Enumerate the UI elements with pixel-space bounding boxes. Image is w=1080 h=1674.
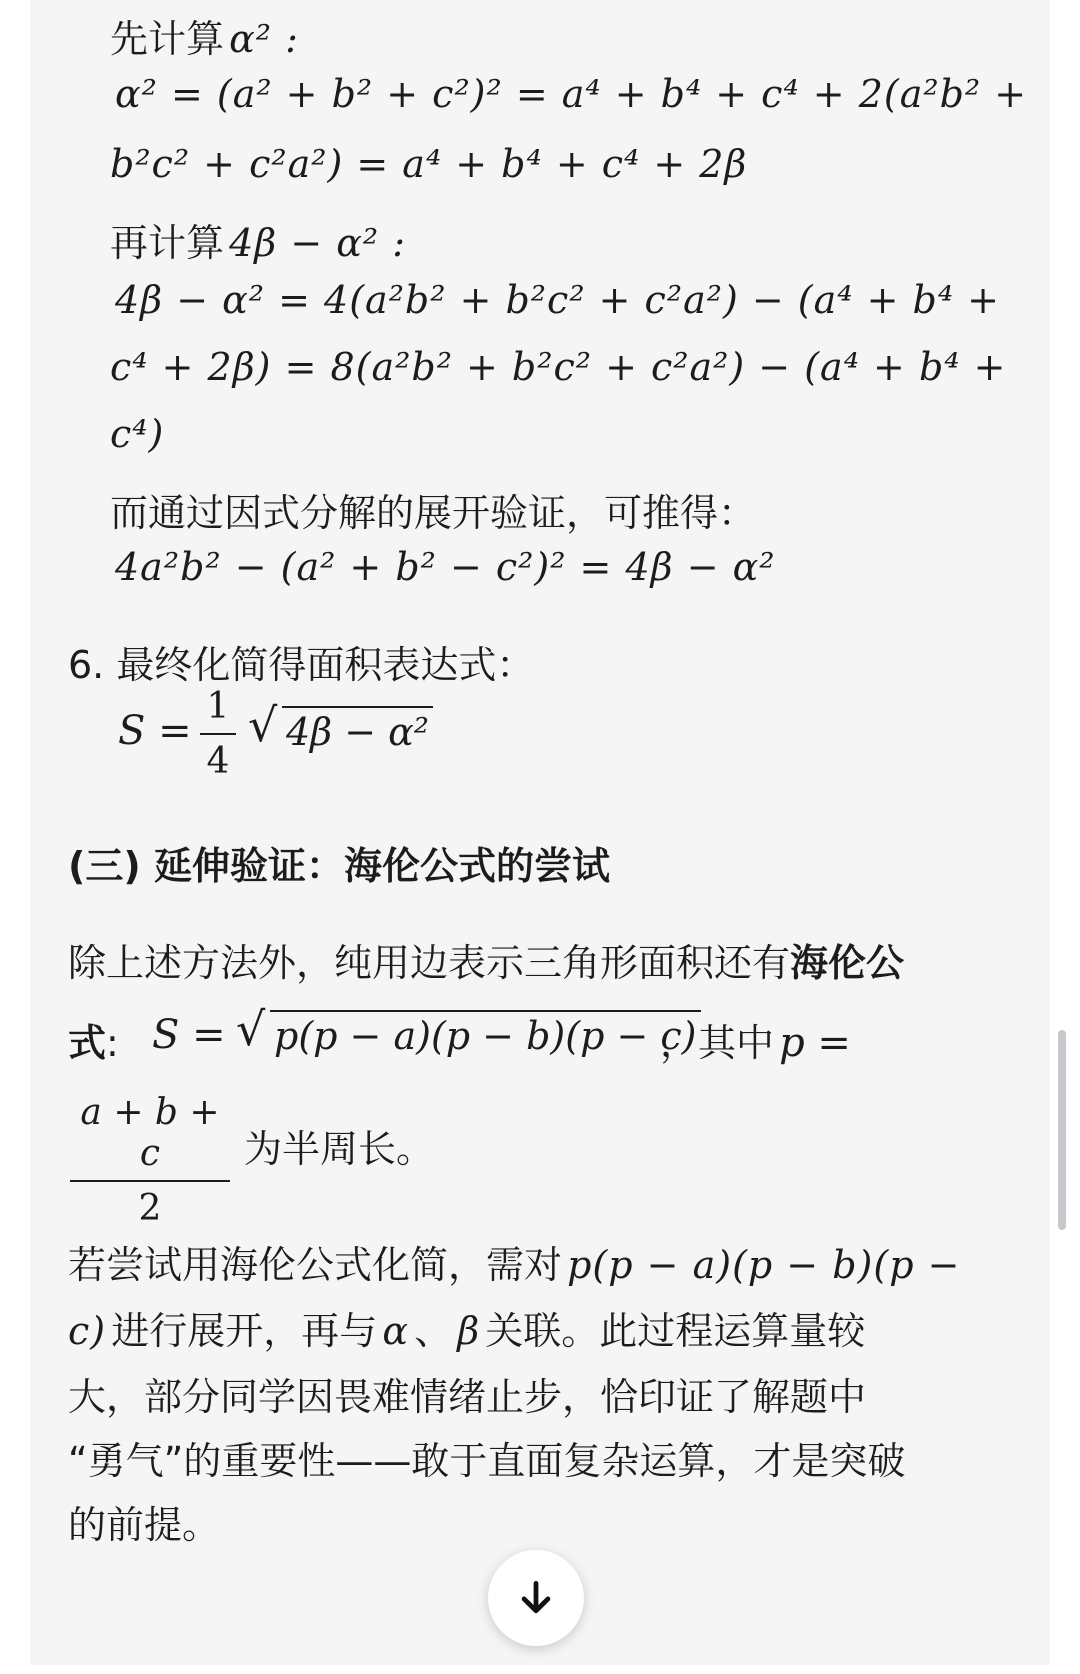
- alpha-symbol: α: [382, 1309, 409, 1353]
- fraction-numerator: 1: [206, 686, 230, 727]
- step-compute-4beta: [110, 212, 406, 267]
- fraction-denominator: 4: [206, 741, 230, 782]
- equation-line-3: 4β − α² = 4(a²b² + b²c² + c²a²) − (a⁴ + b⁴ +: [115, 278, 1000, 322]
- heron-intro-line-1: [68, 932, 904, 987]
- semiperimeter-text: 为半周长。: [244, 1127, 435, 1171]
- heron-where-text: ，其中: [660, 1021, 775, 1065]
- paragraph-line-2: [68, 1300, 865, 1355]
- heron-colon: :: [106, 1021, 119, 1065]
- heron-bold-term: 海伦公: [790, 941, 905, 985]
- step-math: 4β − α² :: [229, 221, 407, 265]
- paragraph-line-3: 大，部分同学因畏难情绪止步，恰印证了解题中: [68, 1375, 867, 1419]
- step-compute-alpha-sq: [110, 8, 299, 63]
- equation-line-6: 4a²b² − (a² + b² − c²)² = 4β − α²: [115, 545, 776, 589]
- step-math: α² :: [229, 17, 299, 61]
- step-label: 先计算: [110, 17, 225, 61]
- heron-lhs: S =: [152, 1012, 226, 1058]
- equation-line-2: b²c² + c²a²) = a⁴ + b⁴ + c⁴ + 2β: [110, 142, 748, 186]
- radicand: 4β − α²: [282, 706, 433, 754]
- paragraph-line-4: “勇气”的重要性——敢于直面复杂运算，才是突破: [68, 1439, 906, 1483]
- heron-intro-line-2: [68, 1012, 119, 1067]
- section-heading: (三) 延伸验证：海伦公式的尝试: [68, 844, 610, 888]
- heron-p-definition: [660, 1012, 851, 1067]
- heron-p-eq: p =: [779, 1020, 851, 1066]
- fraction-bar: [200, 733, 236, 735]
- heron-intro-text: 除上述方法外，纯用边表示三角形面积还有: [68, 941, 791, 985]
- beta-symbol: β: [457, 1309, 481, 1353]
- factorization-note: 而通过因式分解的展开验证，可推得：: [110, 491, 757, 535]
- equation-line-5: c⁴): [110, 412, 165, 456]
- step-6-heading: 6. 最终化简得面积表达式：: [68, 643, 535, 687]
- radicand: p(p − a)(p − b)(p − c): [270, 1010, 701, 1058]
- separator: 、: [414, 1309, 453, 1353]
- area-formula-lhs: S =: [118, 708, 192, 754]
- paragraph-math: c): [68, 1309, 107, 1353]
- paragraph-text: 若尝试用海伦公式化简，需对: [68, 1243, 563, 1287]
- heron-bold-term-end: 式: [68, 1021, 107, 1065]
- radical-sign: √: [236, 1002, 266, 1056]
- fraction-numerator: a + b + c: [80, 1092, 220, 1174]
- paragraph-line-1: [68, 1234, 960, 1289]
- scrollbar-thumb[interactable]: [1058, 1030, 1066, 1230]
- scroll-to-bottom-button[interactable]: [488, 1550, 584, 1646]
- paragraph-text: 进行展开，再与: [111, 1309, 378, 1353]
- radical-sign: √: [248, 698, 278, 752]
- area-formula-fraction: [200, 686, 236, 782]
- paragraph-math: p(p − a)(p − b)(p −: [567, 1243, 961, 1287]
- arrow-down-icon: [514, 1576, 558, 1620]
- paragraph-line-5: 的前提。: [68, 1503, 221, 1547]
- paragraph-text: 关联。此过程运算量较: [485, 1309, 866, 1353]
- step-label: 再计算: [110, 221, 225, 265]
- semiperimeter-fraction: [70, 1092, 230, 1229]
- equation-line-1: α² = (a² + b² + c²)² = a⁴ + b⁴ + c⁴ + 2(a²b² +: [115, 72, 1028, 116]
- fraction-denominator: 2: [138, 1188, 162, 1229]
- fraction-bar: [70, 1180, 230, 1182]
- equation-line-4: c⁴ + 2β) = 8(a²b² + b²c² + c²a²) − (a⁴ + b⁴ +: [110, 345, 1007, 389]
